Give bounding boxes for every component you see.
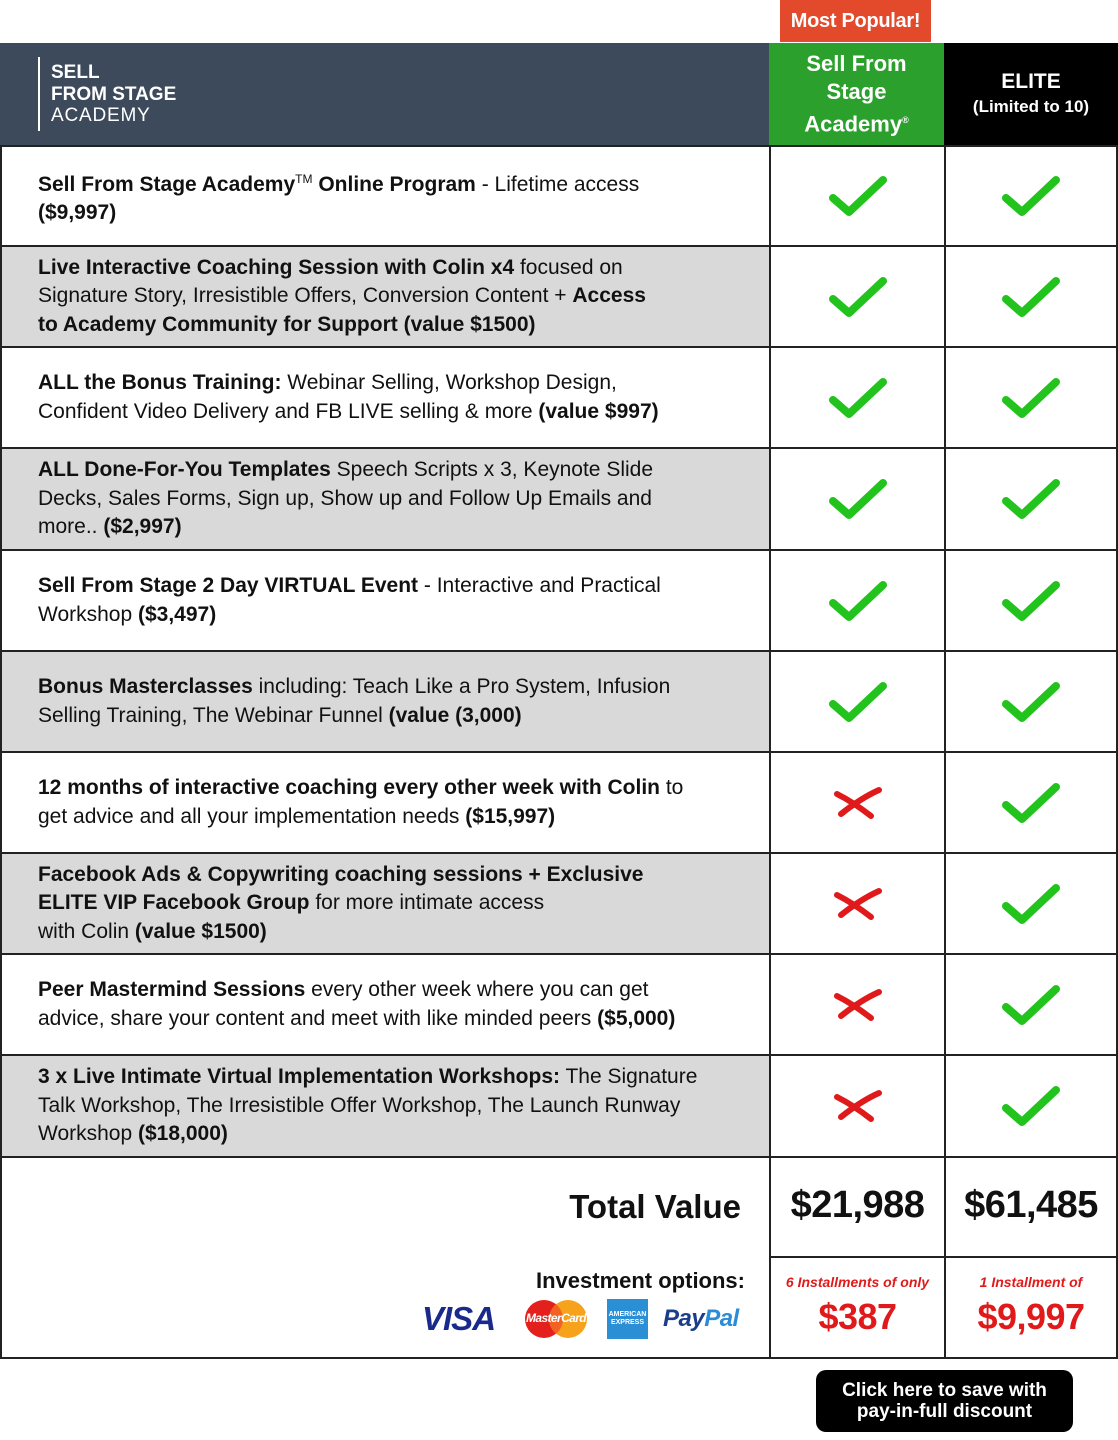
- feature-text-regular: to: [660, 776, 684, 799]
- totals-elite: [944, 1156, 1118, 1359]
- checkmark-icon: [829, 376, 887, 420]
- amex-line-2: EXPRESS: [610, 1319, 645, 1326]
- feature-description: [0, 346, 769, 447]
- feature-text-bold: Peer Mastermind Sessions: [38, 978, 306, 1001]
- feature-text-regular: Talk Workshop, The Irresistible Offer Workshop, The Launch Runway: [38, 1093, 681, 1117]
- totals-sell-from-stage: [769, 1156, 944, 1359]
- checkmark-icon: [1002, 477, 1060, 521]
- cross-icon: [831, 786, 885, 820]
- plan-sfs-line-1: Sell From: [806, 50, 907, 76]
- feature-text-regular: - Interactive and Practical: [418, 574, 661, 597]
- trademark-mark: TM: [295, 171, 313, 186]
- elite-total-value: $61,485: [964, 1184, 1098, 1226]
- sfs-total-value: $21,988: [790, 1184, 925, 1226]
- feature-row: [0, 1054, 1118, 1156]
- elite-inclusion-cell: [944, 650, 1118, 751]
- feature-text: [38, 976, 675, 1033]
- elite-inclusion-cell: [944, 852, 1118, 953]
- paypal-pal: Pal: [704, 1305, 739, 1332]
- investment-options-label: Investment options:: [535, 1268, 745, 1293]
- sfs-inclusion-cell: [769, 953, 944, 1054]
- feature-text-bold: 3 x Live Intimate Virtual Implementation Workshops:: [38, 1065, 561, 1089]
- feature-text-regular: Speech Scripts x 3, Keynote Slide: [330, 458, 654, 482]
- feature-description: [0, 852, 769, 953]
- feature-text-regular: Confident Video Delivery and FB LIVE selling & more: [38, 399, 539, 423]
- feature-description: [0, 751, 769, 852]
- elite-inclusion-cell: [944, 145, 1118, 245]
- feature-text-regular: every other week where you can get: [305, 978, 649, 1001]
- feature-text: [38, 254, 646, 340]
- most-popular-badge: Most Popular!: [780, 0, 931, 42]
- feature-description: [0, 145, 769, 245]
- checkmark-icon: [1002, 174, 1060, 218]
- pay-in-full-discount-button[interactable]: [816, 1370, 1073, 1432]
- cta-line-1: Click here to save with: [842, 1380, 1047, 1401]
- feature-text-bold: (value (3,000): [388, 703, 522, 727]
- elite-inclusion-cell: [944, 549, 1118, 650]
- checkmark-icon: [1002, 983, 1060, 1027]
- feature-text: [38, 774, 683, 831]
- feature-text-bold: ($3,497): [138, 602, 217, 626]
- feature-text-bold: Online Program: [312, 172, 482, 196]
- feature-text-bold: to Academy Community for Support (value $1500): [38, 312, 536, 336]
- paypal-wordmark: [663, 1305, 739, 1333]
- totals-label-cell: [0, 1156, 769, 1359]
- elite-inclusion-cell: [944, 1054, 1118, 1156]
- cross-icon: [831, 988, 885, 1022]
- feature-text-bold: ($15,997): [465, 804, 556, 828]
- feature-row: [0, 447, 1118, 549]
- plan-elite-title: ELITE: [1001, 70, 1061, 93]
- logo-divider: [38, 57, 40, 131]
- elite-inclusion-cell: [944, 953, 1118, 1054]
- cross-icon: [831, 887, 885, 921]
- checkmark-icon: [1002, 680, 1060, 724]
- feature-text-regular: Webinar Selling, Workshop Design,: [281, 371, 617, 394]
- checkmark-icon: [1002, 579, 1060, 623]
- feature-description: [0, 1054, 769, 1156]
- plan-sfs-academy: Academy: [804, 111, 903, 137]
- feature-text-regular: get advice and all your implementation needs: [38, 804, 466, 828]
- feature-text-regular: Selling Training, The Webinar Funnel: [38, 703, 389, 727]
- cta-line-2: pay-in-full discount: [856, 1401, 1033, 1422]
- sfs-inclusion-cell: [769, 145, 944, 245]
- feature-text-bold: ALL Done-For-You Templates: [38, 458, 331, 482]
- sfs-inclusion-cell: [769, 245, 944, 346]
- feature-text-regular: Workshop: [38, 1122, 138, 1146]
- logo-line-2: FROM STAGE: [51, 84, 177, 105]
- feature-description: [0, 447, 769, 549]
- sfs-inclusion-cell: [769, 549, 944, 650]
- feature-description: [0, 953, 769, 1054]
- feature-text-bold: Live Interactive Coaching Session with Colin x4: [38, 255, 515, 279]
- sfs-inclusion-cell: [769, 346, 944, 447]
- sfs-installment-label: 6 Installments of only: [785, 1274, 930, 1290]
- feature-text-regular: for more intimate access: [309, 891, 545, 915]
- feature-text: [38, 456, 653, 542]
- paypal-logo: [663, 1298, 749, 1340]
- sfs-inclusion-cell: [769, 447, 944, 549]
- feature-text: [38, 1063, 697, 1149]
- feature-text-bold: (value $1500): [134, 919, 267, 943]
- feature-row: [0, 346, 1118, 447]
- plan-sfs-line-2: Stage: [826, 78, 887, 104]
- feature-row: [0, 953, 1118, 1054]
- elite-installment-price: $9,997: [977, 1296, 1085, 1337]
- checkmark-icon: [829, 477, 887, 521]
- checkmark-icon: [829, 680, 887, 724]
- checkmark-icon: [1002, 1084, 1060, 1128]
- feature-description: [0, 245, 769, 346]
- elite-inclusion-cell: [944, 447, 1118, 549]
- feature-text-bold: 12 months of interactive coaching every other week with Colin: [38, 776, 660, 799]
- visa-logo: [422, 1298, 508, 1340]
- feature-text: [38, 572, 661, 629]
- mastercard-text: MasterCard: [525, 1311, 587, 1325]
- feature-text-regular: Signature Story, Irresistible Offers, Conversion Content +: [38, 284, 573, 308]
- elite-inclusion-cell: [944, 346, 1118, 447]
- feature-text-regular: The Signature: [560, 1065, 698, 1089]
- feature-text-bold: ($5,000): [597, 1006, 676, 1030]
- feature-description: [0, 650, 769, 751]
- checkmark-icon: [829, 174, 887, 218]
- totals-divider: [946, 1256, 1116, 1258]
- sfs-inclusion-cell: [769, 751, 944, 852]
- feature-text-bold: ($18,000): [138, 1122, 228, 1146]
- totals-divider: [771, 1256, 944, 1258]
- elite-inclusion-cell: [944, 751, 1118, 852]
- feature-text: [38, 673, 670, 730]
- elite-installment-label: 1 Installment of: [979, 1274, 1083, 1290]
- feature-text: [38, 369, 659, 426]
- plan-header-sell-from-stage: [769, 43, 944, 145]
- feature-row: [0, 650, 1118, 751]
- feature-text-regular: focused on: [514, 255, 623, 279]
- checkmark-icon: [1002, 376, 1060, 420]
- plan-header-elite: [944, 43, 1118, 145]
- feature-text-bold: Bonus Masterclasses: [38, 675, 253, 698]
- sfs-inclusion-cell: [769, 1054, 944, 1156]
- checkmark-icon: [1002, 882, 1060, 926]
- plan-sfs-line-3: [804, 106, 908, 138]
- feature-description: [0, 549, 769, 650]
- sfs-installment-price: $387: [818, 1296, 897, 1337]
- paypal-pay: Pay: [663, 1305, 705, 1332]
- sfs-inclusion-cell: [769, 852, 944, 953]
- amex-box: [607, 1299, 648, 1339]
- feature-text-bold: ALL the Bonus Training:: [38, 371, 282, 394]
- feature-text-regular: Workshop: [38, 602, 138, 626]
- feature-text-bold: Sell From Stage 2 Day VIRTUAL Event: [38, 574, 419, 597]
- plan-elite-subtitle: (Limited to 10): [972, 97, 1090, 116]
- feature-text-bold: ($9,997): [38, 201, 117, 224]
- amex-logo: [607, 1298, 648, 1340]
- elite-inclusion-cell: [944, 245, 1118, 346]
- feature-row: [0, 549, 1118, 650]
- feature-text-regular: advice, share your content and meet with like minded peers: [38, 1006, 598, 1030]
- feature-text-bold: ELITE VIP Facebook Group: [38, 891, 310, 915]
- feature-text: [38, 165, 639, 228]
- sfs-inclusion-cell: [769, 650, 944, 751]
- visa-text: VISA: [422, 1300, 496, 1337]
- feature-text-bold: Sell From Stage Academy: [38, 172, 296, 196]
- cross-icon: [831, 1089, 885, 1123]
- feature-text-bold: (value $997): [538, 399, 659, 423]
- feature-text-regular: with Colin: [38, 919, 135, 943]
- feature-row: [0, 751, 1118, 852]
- brand-header: [0, 43, 770, 145]
- feature-row: [0, 145, 1118, 245]
- checkmark-icon: [1002, 781, 1060, 825]
- checkmark-icon: [1002, 275, 1060, 319]
- feature-text: [38, 861, 643, 947]
- feature-text-regular: including: Teach Like a Pro System, Infusion: [252, 675, 671, 698]
- feature-text-bold: ($2,997): [103, 515, 182, 539]
- logo-line-1: SELL: [51, 62, 100, 83]
- mastercard-logo: [520, 1298, 592, 1340]
- checkmark-icon: [829, 275, 887, 319]
- checkmark-icon: [829, 579, 887, 623]
- total-value-label: Total Value: [569, 1188, 741, 1225]
- feature-text-bold: Access: [572, 284, 646, 308]
- logo-line-3: ACADEMY: [51, 105, 151, 126]
- feature-text-regular: - Lifetime access: [481, 172, 640, 196]
- feature-text-bold: Facebook Ads & Copywriting coaching sessions + Exclusive: [38, 862, 644, 886]
- feature-row: [0, 245, 1118, 346]
- feature-row: [0, 852, 1118, 953]
- feature-text-regular: Decks, Sales Forms, Sign up, Show up and Follow Up Emails and: [38, 486, 652, 510]
- registered-mark: ®: [902, 114, 909, 125]
- feature-text-regular: more..: [38, 515, 104, 539]
- amex-line-1: AMERICAN: [608, 1311, 647, 1318]
